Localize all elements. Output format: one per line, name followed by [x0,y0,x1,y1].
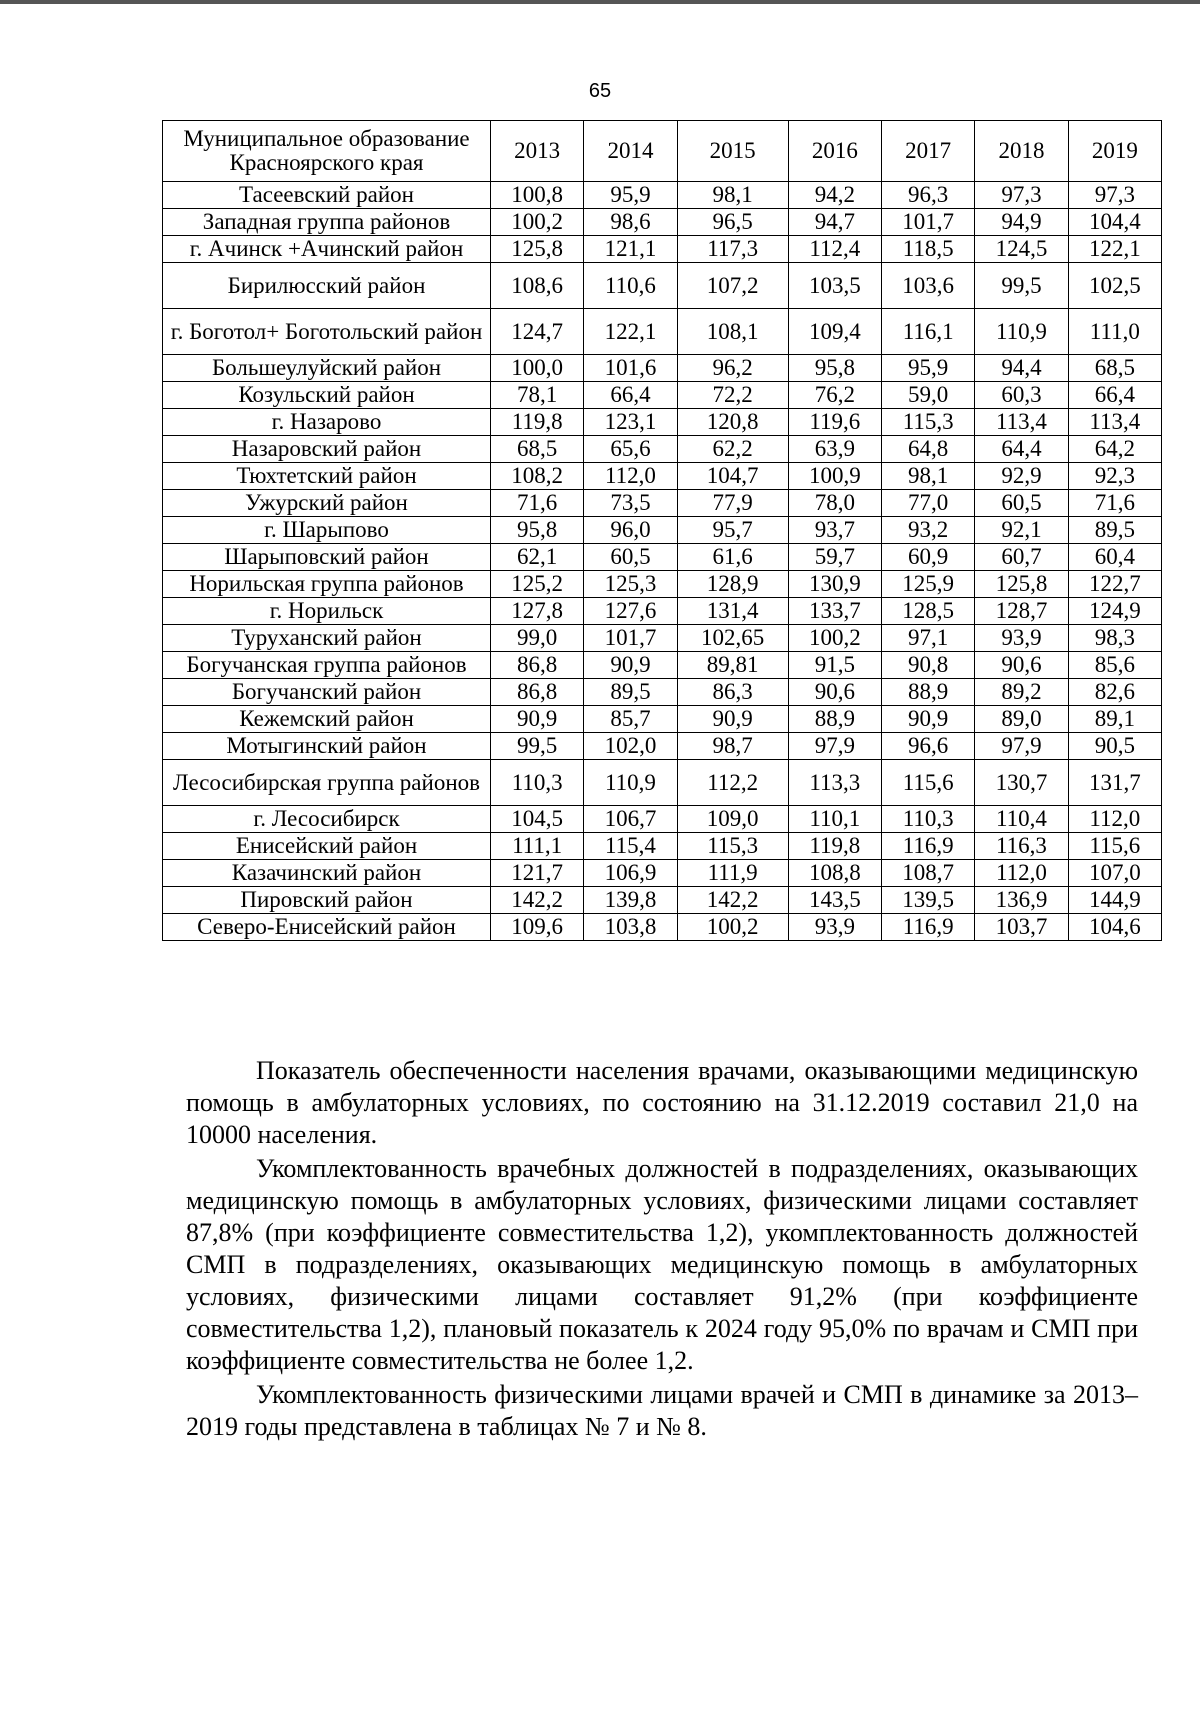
row-value: 115,4 [584,833,677,860]
row-value: 60,5 [975,490,1068,517]
row-value: 90,9 [677,706,788,733]
row-value: 89,5 [1068,517,1161,544]
row-value: 86,8 [491,679,584,706]
row-value: 90,9 [881,706,974,733]
row-value: 63,9 [788,436,881,463]
row-value: 92,9 [975,463,1068,490]
row-value: 102,5 [1068,263,1161,309]
row-value: 100,2 [491,209,584,236]
column-header-year: 2018 [975,121,1068,182]
row-municipality: г. Лесосибирск [163,806,491,833]
row-value: 90,5 [1068,733,1161,760]
row-value: 62,2 [677,436,788,463]
row-value: 89,0 [975,706,1068,733]
row-value: 116,9 [881,914,974,941]
table-row [163,860,1162,887]
row-value: 65,6 [584,436,677,463]
row-value: 109,0 [677,806,788,833]
row-value: 109,4 [788,309,881,355]
paragraph: Показатель обеспеченности населения врачами, оказывающими медицинскую помощь в амбулаторных условиях, по состоянию на 31.12.2019 составил 21,0 на 10000 населения. [186,1056,1138,1149]
row-value: 89,1 [1068,706,1161,733]
row-value: 127,8 [491,598,584,625]
column-header-year: 2017 [881,121,974,182]
table-row [163,833,1162,860]
row-value: 144,9 [1068,887,1161,914]
row-value: 108,7 [881,860,974,887]
row-value: 64,2 [1068,436,1161,463]
row-municipality: Мотыгинский район [163,733,491,760]
row-value: 99,5 [491,733,584,760]
column-header-year: 2019 [1068,121,1161,182]
row-value: 113,4 [975,409,1068,436]
row-value: 62,1 [491,544,584,571]
row-value: 119,8 [491,409,584,436]
row-value: 115,6 [1068,833,1161,860]
row-value: 106,9 [584,860,677,887]
row-value: 130,9 [788,571,881,598]
row-value: 93,9 [975,625,1068,652]
row-value: 131,7 [1068,760,1161,806]
table-row [163,309,1162,355]
row-value: 97,3 [975,182,1068,209]
table-row [163,733,1162,760]
table-row [163,679,1162,706]
row-value: 89,81 [677,652,788,679]
table-row [163,236,1162,263]
row-value: 127,6 [584,598,677,625]
row-value: 128,7 [975,598,1068,625]
table-row [163,382,1162,409]
row-value: 95,8 [788,355,881,382]
row-value: 101,6 [584,355,677,382]
row-value: 104,6 [1068,914,1161,941]
row-municipality: Енисейский район [163,833,491,860]
row-value: 139,8 [584,887,677,914]
row-value: 95,8 [491,517,584,544]
row-value: 103,8 [584,914,677,941]
row-value: 142,2 [677,887,788,914]
row-value: 128,9 [677,571,788,598]
row-value: 77,0 [881,490,974,517]
paragraph: Укомплектованность физическими лицами врачей и СМП в динамике за 2013–2019 годы представлена в таблицах № 7 и № 8. [186,1380,1138,1441]
row-value: 107,0 [1068,860,1161,887]
row-value: 90,9 [491,706,584,733]
row-value: 96,3 [881,182,974,209]
row-value: 136,9 [975,887,1068,914]
table-row [163,436,1162,463]
row-value: 133,7 [788,598,881,625]
table-row [163,887,1162,914]
row-value: 85,6 [1068,652,1161,679]
row-value: 68,5 [491,436,584,463]
row-value: 128,5 [881,598,974,625]
table-row [163,625,1162,652]
row-value: 93,2 [881,517,974,544]
row-municipality: г. Шарыпово [163,517,491,544]
row-value: 98,3 [1068,625,1161,652]
row-value: 100,9 [788,463,881,490]
row-value: 100,8 [491,182,584,209]
row-value: 89,5 [584,679,677,706]
table-row [163,263,1162,309]
row-value: 90,8 [881,652,974,679]
row-value: 91,5 [788,652,881,679]
row-value: 96,5 [677,209,788,236]
row-value: 66,4 [1068,382,1161,409]
table-body [163,182,1162,941]
row-value: 71,6 [1068,490,1161,517]
row-municipality: Казачинский район [163,860,491,887]
row-municipality: Пировский район [163,887,491,914]
row-value: 95,9 [881,355,974,382]
row-value: 100,2 [677,914,788,941]
row-value: 111,1 [491,833,584,860]
row-value: 107,2 [677,263,788,309]
row-value: 104,4 [1068,209,1161,236]
row-value: 101,7 [584,625,677,652]
row-value: 71,6 [491,490,584,517]
row-value: 125,9 [881,571,974,598]
row-value: 124,9 [1068,598,1161,625]
row-value: 93,7 [788,517,881,544]
row-value: 119,6 [788,409,881,436]
row-value: 60,3 [975,382,1068,409]
row-value: 108,2 [491,463,584,490]
row-value: 97,9 [788,733,881,760]
row-value: 115,6 [881,760,974,806]
row-value: 122,7 [1068,571,1161,598]
row-municipality: Ужурский район [163,490,491,517]
row-municipality: Туруханский район [163,625,491,652]
row-value: 98,1 [677,182,788,209]
row-value: 125,2 [491,571,584,598]
row-value: 122,1 [1068,236,1161,263]
row-municipality: Кежемский район [163,706,491,733]
row-value: 100,0 [491,355,584,382]
row-value: 110,6 [584,263,677,309]
row-value: 99,0 [491,625,584,652]
row-value: 94,4 [975,355,1068,382]
row-value: 139,5 [881,887,974,914]
row-value: 60,4 [1068,544,1161,571]
row-value: 86,8 [491,652,584,679]
row-municipality: Шарыповский район [163,544,491,571]
row-value: 82,6 [1068,679,1161,706]
row-municipality: Богучанская группа районов [163,652,491,679]
row-value: 121,7 [491,860,584,887]
row-value: 116,3 [975,833,1068,860]
row-value: 104,5 [491,806,584,833]
row-value: 97,3 [1068,182,1161,209]
row-municipality: г. Ачинск +Ачинский район [163,236,491,263]
row-value: 101,7 [881,209,974,236]
row-value: 90,6 [975,652,1068,679]
column-header-municipality: Муниципальное образование Красноярского края [163,121,491,182]
row-value: 94,7 [788,209,881,236]
row-municipality: Тюхтетский район [163,463,491,490]
column-header-year: 2014 [584,121,677,182]
row-value: 59,0 [881,382,974,409]
row-value: 142,2 [491,887,584,914]
row-value: 96,6 [881,733,974,760]
row-municipality: Большеулуйский район [163,355,491,382]
row-value: 111,9 [677,860,788,887]
row-value: 103,7 [975,914,1068,941]
row-value: 96,2 [677,355,788,382]
row-value: 115,3 [881,409,974,436]
row-municipality: Бирилюсский район [163,263,491,309]
row-value: 110,9 [975,309,1068,355]
row-value: 113,4 [1068,409,1161,436]
row-municipality: Тасеевский район [163,182,491,209]
row-municipality: Назаровский район [163,436,491,463]
scan-edge [0,0,1200,4]
row-value: 72,2 [677,382,788,409]
row-value: 92,1 [975,517,1068,544]
row-value: 76,2 [788,382,881,409]
row-value: 124,5 [975,236,1068,263]
row-value: 123,1 [584,409,677,436]
row-value: 117,3 [677,236,788,263]
row-value: 104,7 [677,463,788,490]
row-value: 92,3 [1068,463,1161,490]
row-value: 102,65 [677,625,788,652]
row-value: 106,7 [584,806,677,833]
row-value: 124,7 [491,309,584,355]
row-value: 61,6 [677,544,788,571]
data-table [162,120,1162,941]
column-header-year: 2016 [788,121,881,182]
row-value: 100,2 [788,625,881,652]
row-value: 110,3 [491,760,584,806]
table-row [163,355,1162,382]
row-municipality: г. Назарово [163,409,491,436]
row-value: 125,8 [975,571,1068,598]
row-value: 60,9 [881,544,974,571]
row-value: 110,3 [881,806,974,833]
row-value: 59,7 [788,544,881,571]
row-value: 95,9 [584,182,677,209]
table-row [163,598,1162,625]
paragraph: Укомплектованность врачебных должностей в подразделениях, оказывающих медицинскую помощь в амбулаторных условиях, физическими лицами составляет 87,8% (при коэффициенте совместительства 1,2), укомплектованность должностей СМП в подразделениях, оказывающих медицинскую помощь в амбулаторных условиях, физическими лицами составляет 91,2% (при коэффициенте совместительства 1,2), плановый показатель к 2024 году 95,0% по врачам и СМП при коэффициенте совместительства не более 1,2. [186,1154,1138,1375]
row-value: 90,6 [788,679,881,706]
row-value: 118,5 [881,236,974,263]
row-value: 102,0 [584,733,677,760]
table-header-row [163,121,1162,182]
row-municipality: Западная группа районов [163,209,491,236]
table-row [163,463,1162,490]
table-row [163,409,1162,436]
row-municipality: Северо-Енисейский район [163,914,491,941]
row-value: 108,8 [788,860,881,887]
row-value: 60,5 [584,544,677,571]
row-value: 110,9 [584,760,677,806]
row-value: 103,5 [788,263,881,309]
row-value: 95,7 [677,517,788,544]
row-value: 89,2 [975,679,1068,706]
row-value: 68,5 [1068,355,1161,382]
row-value: 94,2 [788,182,881,209]
row-value: 112,0 [1068,806,1161,833]
row-value: 98,6 [584,209,677,236]
row-value: 78,1 [491,382,584,409]
row-value: 112,0 [975,860,1068,887]
row-value: 108,6 [491,263,584,309]
row-value: 73,5 [584,490,677,517]
table-row [163,706,1162,733]
row-municipality: Богучанский район [163,679,491,706]
row-value: 116,9 [881,833,974,860]
column-header-year: 2015 [677,121,788,182]
row-value: 94,9 [975,209,1068,236]
row-value: 130,7 [975,760,1068,806]
row-value: 110,4 [975,806,1068,833]
table-row [163,571,1162,598]
table-row [163,182,1162,209]
row-value: 121,1 [584,236,677,263]
row-municipality: Норильская группа районов [163,571,491,598]
row-value: 86,3 [677,679,788,706]
row-value: 112,2 [677,760,788,806]
row-value: 64,4 [975,436,1068,463]
row-municipality: г. Боготол+ Боготольский район [163,309,491,355]
row-value: 99,5 [975,263,1068,309]
table-row [163,517,1162,544]
row-value: 116,1 [881,309,974,355]
row-municipality: Козульский район [163,382,491,409]
row-value: 66,4 [584,382,677,409]
table-row [163,806,1162,833]
row-value: 120,8 [677,409,788,436]
row-value: 113,3 [788,760,881,806]
row-value: 98,1 [881,463,974,490]
row-municipality: Лесосибирская группа районов [163,760,491,806]
row-value: 77,9 [677,490,788,517]
row-value: 108,1 [677,309,788,355]
table-row [163,209,1162,236]
row-value: 125,3 [584,571,677,598]
table-row [163,652,1162,679]
page-number: 65 [588,80,612,102]
row-value: 97,9 [975,733,1068,760]
row-value: 60,7 [975,544,1068,571]
row-value: 98,7 [677,733,788,760]
column-header-year: 2013 [491,121,584,182]
row-value: 103,6 [881,263,974,309]
row-value: 112,0 [584,463,677,490]
row-value: 96,0 [584,517,677,544]
row-value: 131,4 [677,598,788,625]
row-value: 115,3 [677,833,788,860]
row-value: 97,1 [881,625,974,652]
row-value: 112,4 [788,236,881,263]
row-value: 93,9 [788,914,881,941]
row-value: 111,0 [1068,309,1161,355]
row-value: 122,1 [584,309,677,355]
row-value: 119,8 [788,833,881,860]
body-text [186,1055,1138,1445]
table-row [163,760,1162,806]
row-value: 90,9 [584,652,677,679]
row-value: 85,7 [584,706,677,733]
table-row [163,914,1162,941]
row-value: 110,1 [788,806,881,833]
row-value: 88,9 [881,679,974,706]
row-value: 64,8 [881,436,974,463]
row-municipality: г. Норильск [163,598,491,625]
row-value: 125,8 [491,236,584,263]
row-value: 109,6 [491,914,584,941]
row-value: 143,5 [788,887,881,914]
table-row [163,544,1162,571]
row-value: 88,9 [788,706,881,733]
row-value: 78,0 [788,490,881,517]
table-row [163,490,1162,517]
